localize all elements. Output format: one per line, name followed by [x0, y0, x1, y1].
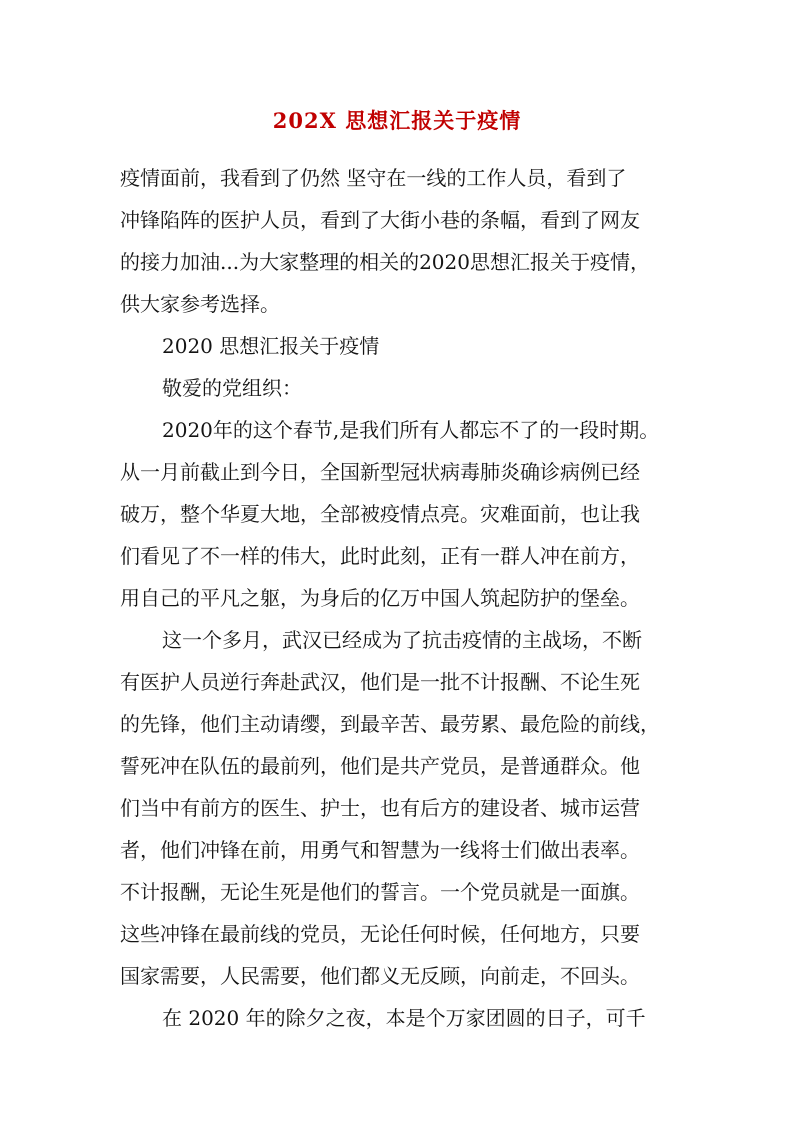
body-line-7: 2020年的这个春节,是我们所有人都忘不了的一段时期。	[162, 418, 660, 442]
body-line-21: 在 2020 年的除夕之夜，本是个万家团圆的日子，可千	[162, 1006, 646, 1030]
body-line-14: 的先锋，他们主动请缨，到最辛苦、最劳累、最危险的前线，	[120, 712, 660, 736]
body-line-1: 疫情面前，我看到了仍然 坚守在一线的工作人员，看到了	[120, 166, 627, 190]
body-line-19: 这些冲锋在最前线的党员，无论任何时候，任何地方，只要	[120, 922, 640, 946]
salutation-line: 敬爱的党组织：	[162, 376, 302, 400]
body-line-10: 们看见了不一样的伟大，此时此刻，正有一群人冲在前方，	[120, 544, 640, 568]
body-line-8: 从一月前截止到今日，全国新型冠状病毒肺炎确诊病例已经	[120, 460, 640, 484]
body-line-3: 的接力加油...为大家整理的相关的2020思想汇报关于疫情，	[120, 250, 650, 274]
body-line-20: 国家需要，人民需要，他们都义无反顾，向前走，不回头。	[120, 964, 640, 988]
document-title: 202X 思想汇报关于疫情	[272, 108, 522, 133]
subtitle-line: 2020 思想汇报关于疫情	[162, 334, 380, 358]
body-line-4: 供大家参考选择。	[120, 292, 280, 316]
body-line-13: 有医护人员逆行奔赴武汉，他们是一批不计报酬、不论生死	[120, 670, 640, 694]
body-line-18: 不计报酬，无论生死是他们的誓言。一个党员就是一面旗。	[120, 880, 640, 904]
body-line-12: 这一个多月，武汉已经成为了抗击疫情的主战场，不断	[162, 628, 642, 652]
body-line-15: 誓死冲在队伍的最前列，他们是共产党员，是普通群众。他	[120, 754, 640, 778]
body-line-2: 冲锋陷阵的医护人员，看到了大街小巷的条幅，看到了网友	[120, 208, 640, 232]
body-line-16: 们当中有前方的医生、护士，也有后方的建设者、城市运营	[120, 796, 640, 820]
body-line-11: 用自己的平凡之躯，为身后的亿万中国人筑起防护的堡垒。	[120, 586, 640, 610]
body-line-17: 者，他们冲锋在前，用勇气和智慧为一线将士们做出表率。	[120, 838, 640, 862]
body-line-9: 破万，整个华夏大地，全部被疫情点亮。灾难面前，也让我	[120, 502, 640, 526]
